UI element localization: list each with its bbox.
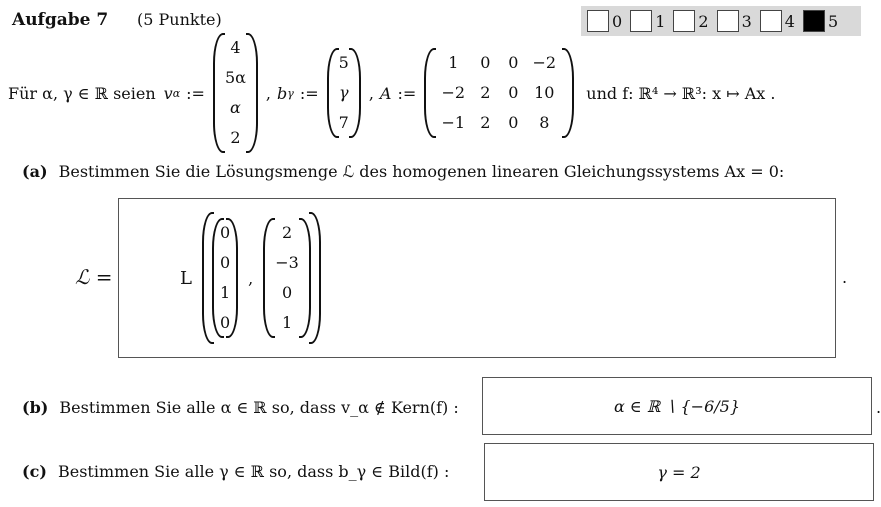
definition-line: Für α, γ ∈ ℝ seien v α := 4 5α α 2 , b γ := 5 γ 7 , A := 1 0 0 −2 −2 2 0 10 −1 2 0 8 und f: ℝ⁴ → ℝ³: x ↦ Ax .	[8, 28, 878, 158]
vector-entry: 1	[219, 283, 231, 302]
matrix-entry: 2	[480, 83, 491, 102]
solution-set-symbol: ℒ =	[75, 265, 113, 289]
vector-entry: 4	[230, 38, 241, 57]
part-a-text: Bestimmen Sie die Lösungsmenge ℒ des homogenen linearen Gleichungssystems Ax = 0:	[58, 162, 785, 181]
matrix-entry: −1	[441, 113, 466, 132]
definition-prefix: Für α, γ ∈ ℝ seien	[8, 83, 156, 103]
vector-entry: 0	[219, 253, 231, 272]
matrix-entry: 2	[480, 113, 491, 132]
score-label: 3	[741, 11, 752, 31]
part-b-question	[22, 398, 459, 417]
matrix-entry: 0	[480, 53, 491, 72]
vector-b	[325, 48, 363, 138]
part-a-label: (a)	[22, 162, 48, 181]
score-label: 1	[655, 11, 666, 31]
span-outer-parens: 0 0 1 0 , 2 −3 0 1	[200, 212, 323, 344]
answer-box-c[interactable]	[484, 443, 874, 501]
answer-box-b[interactable]	[482, 377, 872, 435]
span-operator: L	[180, 267, 192, 289]
vector-entry: 0	[219, 313, 231, 332]
score-label: 5	[827, 11, 839, 31]
matrix-entry: 1	[448, 53, 459, 72]
matrix-name: A	[379, 83, 392, 103]
assign-symbol: :=	[299, 83, 319, 103]
vector-entry: 0	[281, 283, 293, 302]
assign-symbol: :=	[186, 83, 205, 103]
matrix-entry: 8	[539, 113, 550, 132]
score-label: 2	[698, 11, 709, 31]
score-label: 0	[612, 11, 623, 31]
vector-entry: 2	[281, 223, 293, 242]
task-title: Aufgabe 7	[12, 10, 109, 30]
vector-entry: 1	[281, 313, 293, 332]
b-subscript: γ	[287, 86, 294, 100]
score-label: 4	[784, 11, 795, 31]
matrix-entry: −2	[441, 83, 466, 102]
task-points: (5 Punkte)	[137, 10, 222, 29]
vector-entry: 5	[338, 53, 349, 72]
matrix-A	[422, 48, 576, 138]
period-a: .	[842, 268, 848, 287]
part-c-label: (c)	[22, 462, 47, 481]
answer-b: α ∈ ℝ ∖ {−6/5}	[614, 396, 740, 416]
matrix-entry: 10	[534, 83, 555, 102]
vector-entry: γ	[338, 83, 349, 102]
matrix-entry: 0	[508, 83, 519, 102]
basis-vector-2	[261, 218, 313, 338]
part-a-question	[22, 162, 784, 181]
vector-entry: −3	[275, 253, 299, 272]
vector-entry: 0	[219, 223, 231, 242]
function-definition: und f: ℝ⁴ → ℝ³: x ↦ Ax .	[586, 83, 776, 103]
vector-entry: 2	[230, 128, 241, 147]
vector-entry: 5α	[224, 68, 246, 87]
basis-vector-1	[210, 218, 240, 338]
part-b-label: (b)	[22, 398, 49, 417]
v-name: v	[163, 83, 173, 103]
matrix-entry: 0	[508, 113, 519, 132]
vector-entry: α	[230, 98, 241, 117]
vector-v	[211, 33, 260, 153]
v-subscript: α	[172, 86, 181, 100]
part-c-text: Bestimmen Sie alle γ ∈ ℝ so, dass b_γ ∈ Bild(f) :	[57, 462, 450, 481]
matrix-entry: −2	[532, 53, 557, 72]
answer-a-content	[180, 208, 323, 348]
b-name: b	[277, 83, 288, 103]
matrix-entry: 0	[508, 53, 519, 72]
answer-c: γ = 2	[657, 462, 701, 482]
part-b-text: Bestimmen Sie alle α ∈ ℝ so, dass v_α ∉ Kern(f) :	[59, 398, 459, 417]
assign-symbol: :=	[397, 83, 417, 103]
period-b: .	[876, 398, 881, 417]
vector-entry: 7	[338, 113, 349, 132]
part-c-question	[22, 462, 449, 481]
